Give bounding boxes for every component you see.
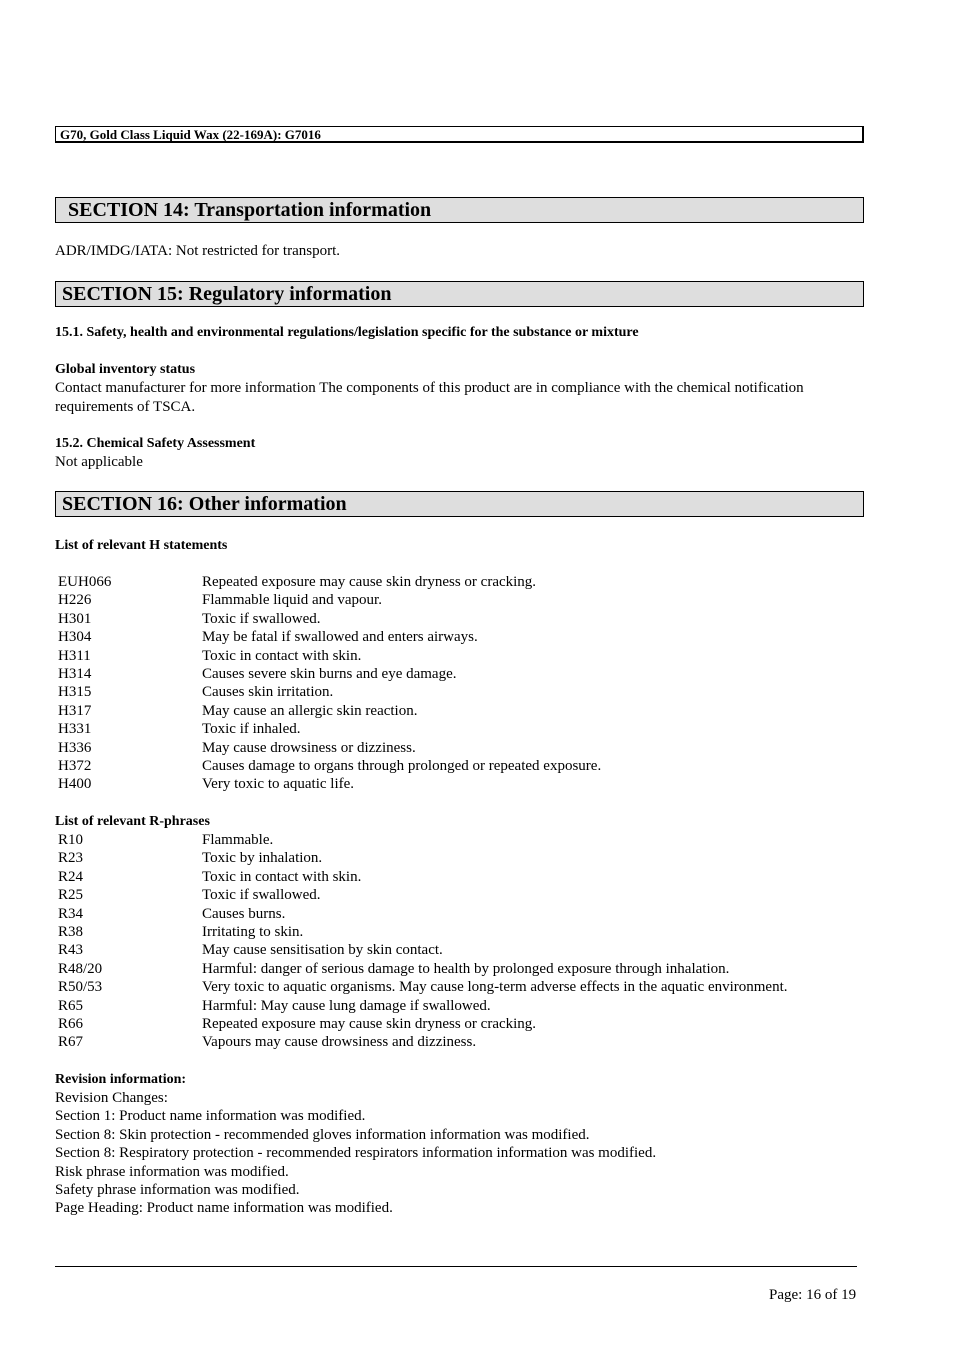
revision-heading: Revision information: [55, 1072, 187, 1087]
r-text: Vapours may cause drowsiness and dizziness. [202, 1034, 477, 1051]
r-text: Toxic if swallowed. [202, 887, 321, 904]
h-text: Causes damage to organs through prolonged or repeated exposure. [202, 758, 602, 774]
h-text: Flammable liquid and vapour. [202, 592, 382, 609]
r-text: Causes burns. [202, 905, 286, 922]
r-code: R65 [58, 997, 84, 1014]
h-text: Toxic if inhaled. [202, 721, 301, 738]
h-code: H317 [58, 702, 92, 719]
document-header: G70, Gold Class Liquid Wax (22-169A): G7016 [55, 126, 864, 143]
revision-line: Safety phrase information was modified. [55, 1182, 300, 1198]
h-code: H315 [58, 684, 92, 701]
r-text: Irritating to skin. [202, 924, 304, 940]
section-14-title: SECTION 14: Transportation information [55, 197, 864, 223]
r-code: R25 [58, 887, 84, 904]
r-code: R66 [58, 1016, 84, 1032]
section-15-title: SECTION 15: Regulatory information [55, 281, 864, 307]
chemical-safety-heading: 15.2. Chemical Safety Assessment [55, 436, 256, 451]
inventory-heading: Global inventory status [55, 362, 196, 377]
h-code: H311 [58, 647, 91, 664]
r-code: R10 [58, 832, 84, 848]
inventory-text-line2: requirements of TSCA. [55, 399, 196, 415]
revision-line: Page Heading: Product name information was modified. [55, 1200, 393, 1217]
revision-line: Revision Changes: [55, 1090, 168, 1106]
revision-line: Section 8: Skin protection - recommended gloves information information was modified. [55, 1126, 590, 1143]
h-text: Very toxic to aquatic life. [202, 776, 355, 793]
h-text: Repeated exposure may cause skin dryness or cracking. [202, 574, 537, 590]
revision-line: Risk phrase information was modified. [55, 1163, 289, 1180]
h-code: H372 [58, 758, 92, 774]
h-text: May cause drowsiness or dizziness. [202, 739, 416, 756]
r-text: Repeated exposure may cause skin dryness or cracking. [202, 1016, 537, 1032]
h-code: H301 [58, 610, 92, 627]
r-text: May cause sensitisation by skin contact. [202, 942, 443, 959]
h-code: H304 [58, 629, 92, 646]
r-code: R23 [58, 850, 84, 867]
r-text: Harmful: danger of serious damage to health by prolonged exposure through inhalation. [202, 960, 730, 977]
section-16-title: SECTION 16: Other information [55, 491, 864, 517]
r-text: Very toxic to aquatic organisms. May cause long-term adverse effects in the aquatic environment. [202, 979, 788, 996]
r-text: Flammable. [202, 832, 274, 848]
h-text: Toxic if swallowed. [202, 610, 321, 627]
h-code: H336 [58, 739, 92, 756]
h-text: May cause an allergic skin reaction. [202, 702, 418, 719]
chemical-safety-text: Not applicable [55, 454, 143, 470]
h-code: H331 [58, 721, 92, 738]
r-code: R38 [58, 924, 84, 940]
r-code: R48/20 [58, 960, 103, 977]
r-phrases-heading: List of relevant R-phrases [55, 814, 210, 829]
r-code: R67 [58, 1034, 84, 1051]
inventory-text-line1: Contact manufacturer for more information The components of this product are in compliance with the chemical notification [55, 380, 804, 396]
r-code: R34 [58, 905, 84, 922]
revision-line: Section 8: Respiratory protection - recommended respirators information information was modified. [55, 1145, 657, 1162]
r-code: R43 [58, 942, 84, 959]
h-text: Toxic in contact with skin. [202, 647, 362, 664]
h-code: H314 [58, 666, 92, 682]
h-text: May be fatal if swallowed and enters airways. [202, 629, 478, 646]
transport-text: ADR/IMDG/IATA: Not restricted for transport. [55, 243, 340, 259]
page-number: Page: 16 of 19 [769, 1287, 857, 1303]
regulations-subheading: 15.1. Safety, health and environmental regulations/legislation specific for the substance or mixture [55, 325, 639, 340]
h-text: Causes severe skin burns and eye damage. [202, 666, 457, 682]
r-text: Toxic in contact with skin. [202, 868, 362, 885]
revision-line: Section 1: Product name information was modified. [55, 1108, 366, 1125]
h-statements-heading: List of relevant H statements [55, 538, 228, 553]
h-code: EUH066 [58, 574, 112, 590]
h-text: Causes skin irritation. [202, 684, 334, 701]
r-code: R50/53 [58, 979, 103, 996]
r-text: Harmful: May cause lung damage if swallowed. [202, 997, 491, 1014]
h-code: H400 [58, 776, 92, 793]
r-text: Toxic by inhalation. [202, 850, 323, 867]
h-code: H226 [58, 592, 92, 609]
footer-divider [55, 1266, 857, 1267]
r-code: R24 [58, 868, 84, 885]
